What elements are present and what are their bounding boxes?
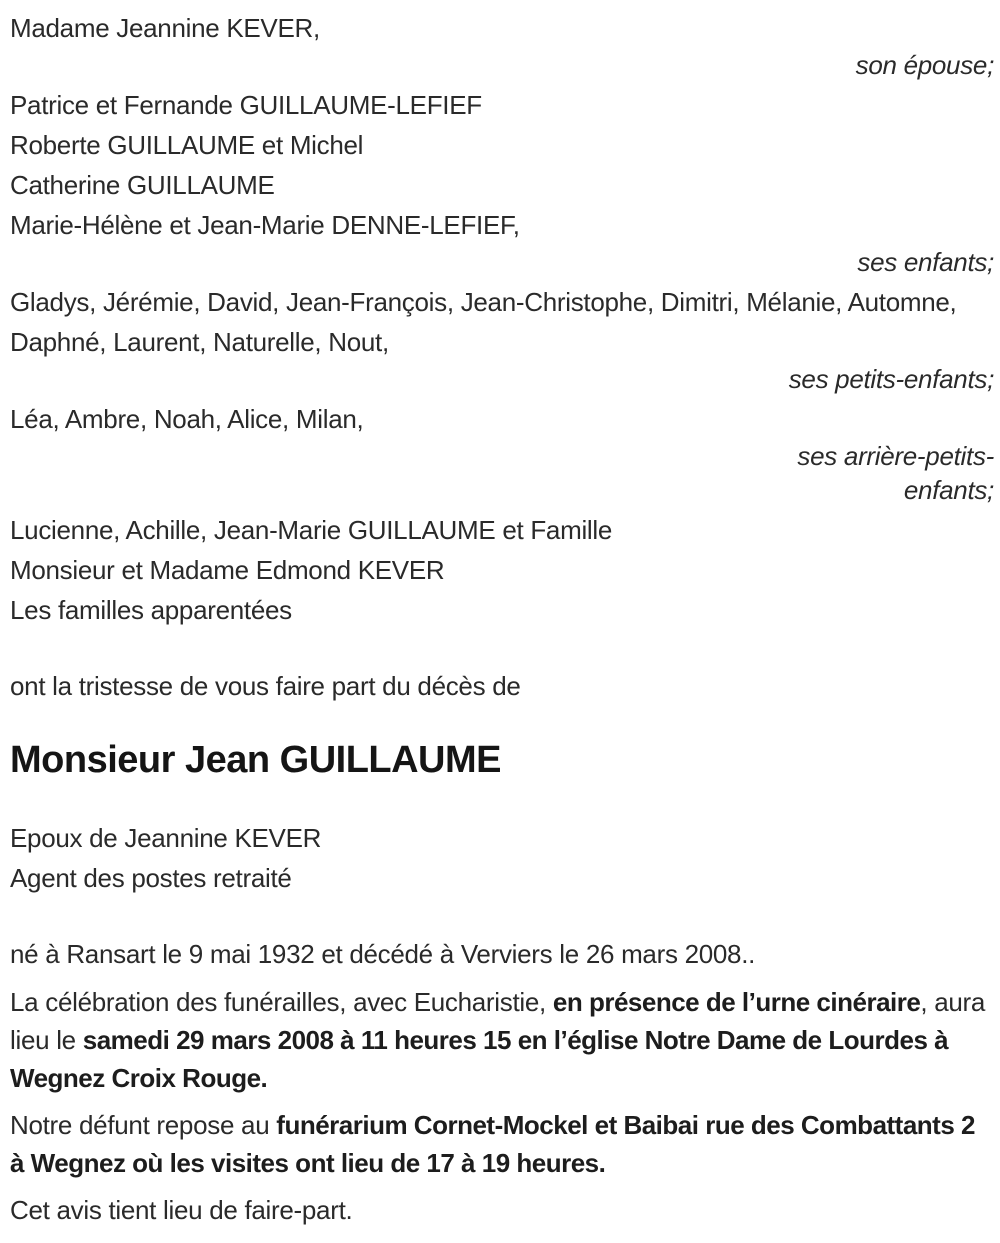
mourner-name-line: Léa, Ambre, Noah, Alice, Milan, [10, 404, 364, 434]
mourner-group-great-grandchildren [10, 399, 994, 510]
relation-label: ses enfants; [857, 247, 994, 277]
mourner-name-line: Roberte GUILLAUME et Michel [10, 130, 364, 160]
repose-paragraph [10, 1106, 994, 1182]
repose-text-segment: Notre défunt repose au [10, 1110, 277, 1140]
deceased-name: Monsieur Jean GUILLAUME [10, 739, 501, 781]
mourner-group-children [10, 85, 994, 282]
repose-bold-segment: funérarium Cornet-Mockel et Baibai rue des Combattants 2 à Wegnez où les visites ont lieu de 17 à 19 heures. [10, 1110, 975, 1178]
relation-label: ses arrière-petits-enfants; [797, 441, 994, 505]
mourner-group-spouse [10, 8, 994, 85]
spouse-line: Epoux de Jeannine KEVER [10, 823, 322, 853]
mourner-name-line: Marie-Hélène et Jean-Marie DENNE-LEFIEF, [10, 210, 520, 240]
mourner-name-line: Gladys, Jérémie, David, Jean-François, Jean-Christophe, Dimitri, Mélanie, Automne, Daphné, Laurent, Naturelle, Nout, [10, 287, 957, 357]
closing-line: Cet avis tient lieu de faire-part. [10, 1195, 353, 1225]
ceremony-bold-segment: samedi 29 mars 2008 à 11 heures 15 en l’église Notre Dame de Lourdes à Wegnez Croix Rouge. [10, 1025, 949, 1093]
birth-death-line: né à Ransart le 9 mai 1932 et décédé à Verviers le 26 mars 2008.. [10, 939, 756, 969]
mourner-name-line: Les familles apparentées [10, 595, 292, 625]
relation-label: son épouse; [855, 50, 994, 80]
announcement-intro: ont la tristesse de vous faire part du décès de [10, 671, 521, 701]
mourner-name-line: Catherine GUILLAUME [10, 170, 275, 200]
mourner-name-line: Monsieur et Madame Edmond KEVER [10, 555, 445, 585]
mourner-name-line: Lucienne, Achille, Jean-Marie GUILLAUME et Famille [10, 515, 613, 545]
mourner-name-line: Madame Jeannine KEVER, [10, 13, 320, 43]
relation-label: ses petits-enfants; [788, 364, 994, 394]
mourner-group-extended-family [10, 510, 994, 630]
ceremony-text-segment: , aura lieu le [10, 987, 986, 1055]
ceremony-bold-segment: en présence de l’urne cinéraire [552, 987, 921, 1017]
mourner-name-line: Patrice et Fernande GUILLAUME-LEFIEF [10, 90, 482, 120]
ceremony-paragraph [10, 983, 994, 1097]
ceremony-text-segment: La célébration des funérailles, avec Eucharistie, [10, 987, 553, 1017]
profession-line: Agent des postes retraité [10, 863, 292, 893]
mourners-list [10, 8, 994, 630]
mourner-group-grandchildren [10, 282, 994, 399]
